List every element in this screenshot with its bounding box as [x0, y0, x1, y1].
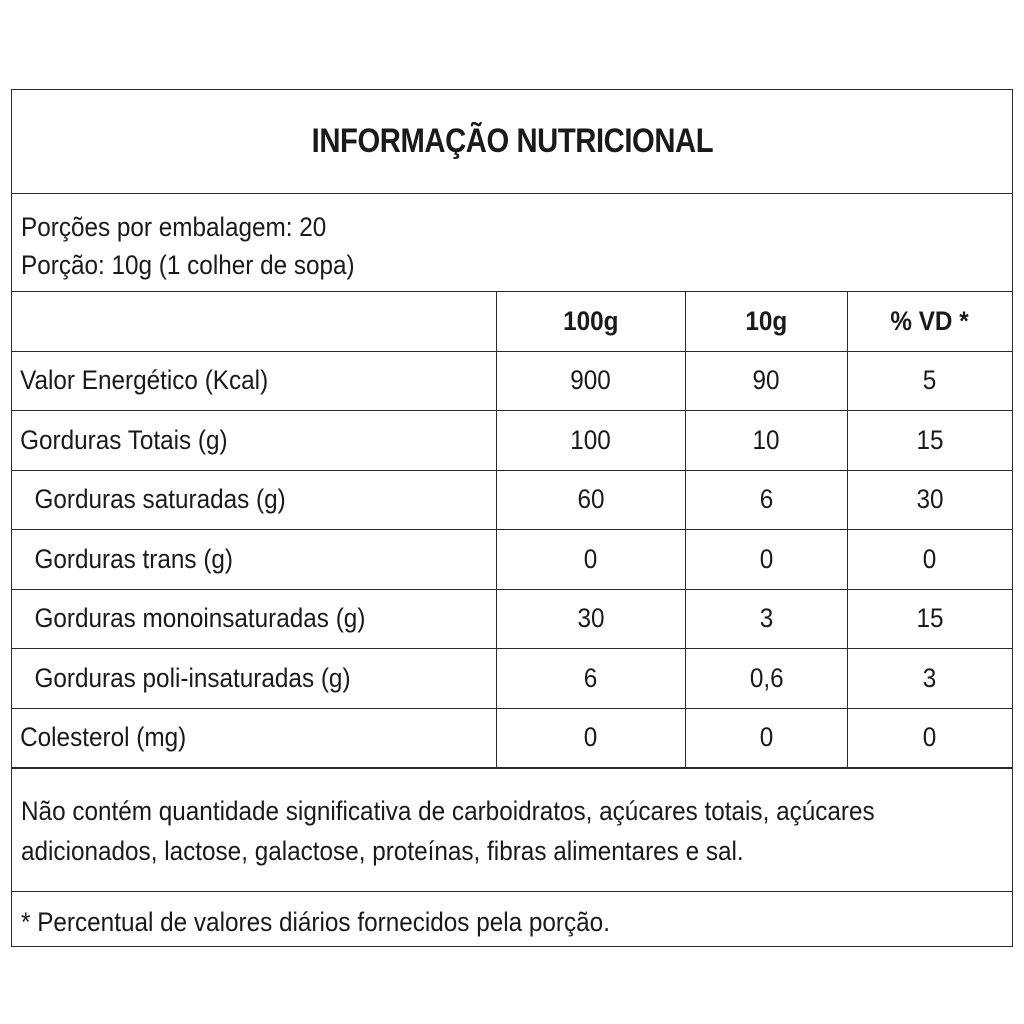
value-per-100g: 6: [497, 649, 686, 709]
value-per-10g: 3: [686, 589, 848, 649]
title-row: [12, 90, 1012, 194]
header-blank: [12, 292, 497, 351]
value-daily: 15: [848, 411, 1013, 471]
nutrient-name: Gorduras trans (g): [12, 530, 497, 590]
table-row: [12, 649, 1012, 709]
nutrient-name: Colesterol (mg): [12, 708, 497, 768]
table-row: [12, 708, 1012, 768]
footnote-row: [12, 892, 1012, 948]
value-per-100g: 0: [497, 530, 686, 590]
label-title: INFORMAÇÃO NUTRICIONAL: [311, 122, 713, 160]
nutrient-name: Gorduras saturadas (g): [12, 470, 497, 530]
value-daily: 15: [848, 589, 1013, 649]
value-per-10g: 0: [686, 530, 848, 590]
value-daily: 3: [848, 649, 1013, 709]
value-per-100g: 900: [497, 351, 686, 411]
nutrition-table: [12, 292, 1012, 768]
value-daily: 5: [848, 351, 1013, 411]
table-row: [12, 589, 1012, 649]
note-text: Não contém quantidade significativa de carboidratos, açúcares totais, açúcares adicionados, lactose, galactose, proteínas, fibras alimentares e sal.: [21, 796, 875, 866]
table-row: [12, 351, 1012, 411]
value-per-100g: 100: [497, 411, 686, 471]
value-daily: 0: [848, 530, 1013, 590]
header-per-100g: 100g: [497, 292, 686, 351]
value-per-100g: 0: [497, 708, 686, 768]
value-per-10g: 6: [686, 470, 848, 530]
value-per-10g: 10: [686, 411, 848, 471]
nutrition-note: [12, 768, 1012, 892]
table-row: [12, 530, 1012, 590]
table-row: [12, 411, 1012, 471]
value-per-10g: 0,6: [686, 649, 848, 709]
portion-info: [12, 194, 1012, 292]
serving-size: Porção: 10g (1 colher de sopa): [21, 250, 355, 280]
value-per-100g: 60: [497, 470, 686, 530]
value-daily: 30: [848, 470, 1013, 530]
header-per-10g: 10g: [686, 292, 848, 351]
servings-per-package: Porções por embalagem: 20: [21, 212, 327, 242]
nutrient-name: Gorduras monoinsaturadas (g): [12, 589, 497, 649]
nutrition-facts-label: [11, 89, 1013, 947]
nutrient-name: Gorduras poli-insaturadas (g): [12, 649, 497, 709]
value-per-10g: 90: [686, 351, 848, 411]
table-header-row: [12, 292, 1012, 351]
value-per-10g: 0: [686, 708, 848, 768]
value-per-100g: 30: [497, 589, 686, 649]
nutrient-name: Gorduras Totais (g): [12, 411, 497, 471]
table-row: [12, 470, 1012, 530]
header-daily-value: % VD *: [848, 292, 1013, 351]
footnote-text: * Percentual de valores diários fornecidos pela porção.: [21, 907, 610, 937]
nutrient-name: Valor Energético (Kcal): [12, 351, 497, 411]
value-daily: 0: [848, 708, 1013, 768]
